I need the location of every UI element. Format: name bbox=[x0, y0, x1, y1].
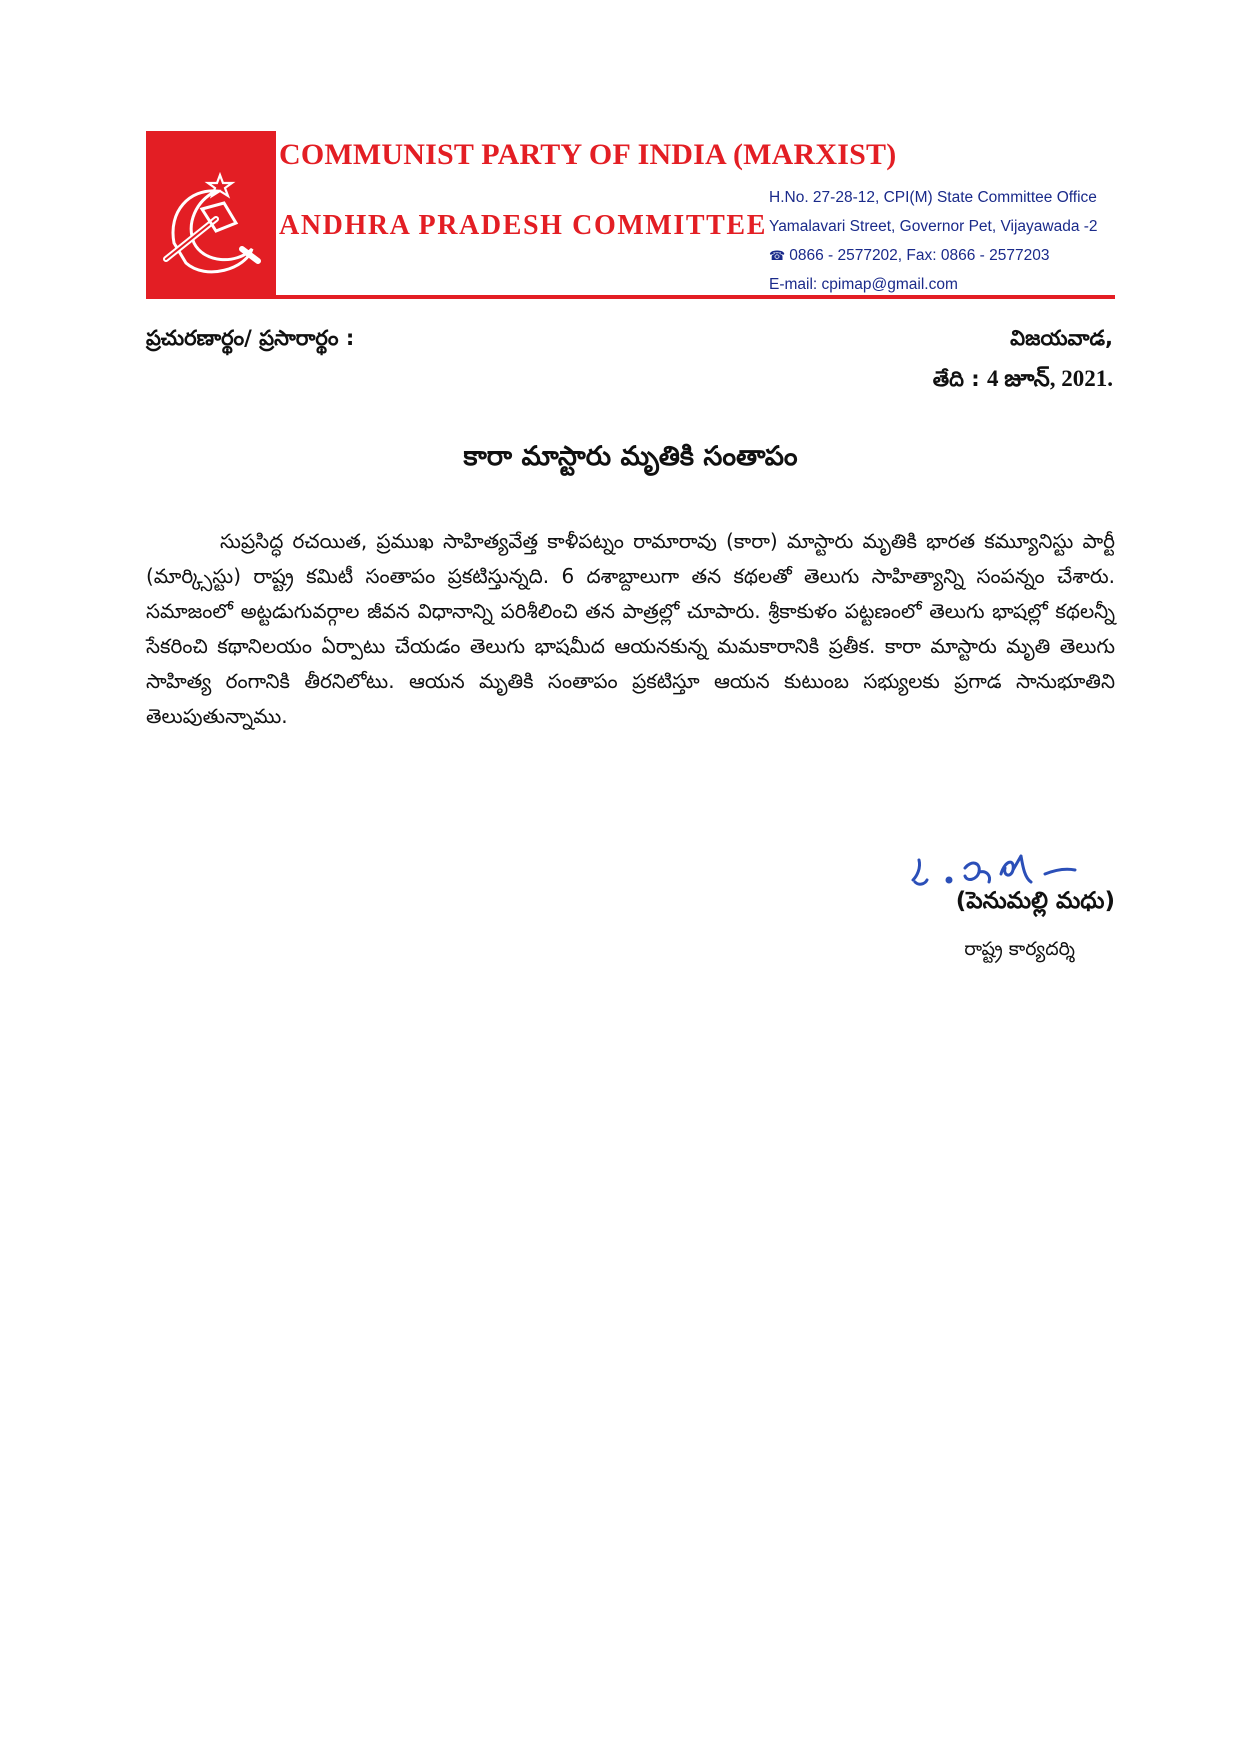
date-label: తేది : bbox=[932, 367, 980, 391]
signatory-designation: రాష్ట్ర కార్యదర్శి bbox=[964, 938, 1075, 960]
address-line-2: Yamalavari Street, Governor Pet, Vijayawada -2 bbox=[769, 218, 1098, 235]
hammer-sickle-star-icon bbox=[146, 131, 276, 297]
release-label: ప్రచురణార్థం/ ప్రసారార్థం : bbox=[146, 326, 355, 350]
party-name: COMMUNIST PARTY OF INDIA (MARXIST) bbox=[279, 138, 897, 171]
phone-fax-text: 0866 - 2577202, Fax: 0866 - 2577203 bbox=[789, 247, 1050, 264]
office-address-block bbox=[769, 183, 1129, 299]
letterhead-divider bbox=[146, 295, 1115, 299]
place: విజయవాడ, bbox=[1010, 326, 1113, 350]
signatory-name: (పెనుమల్లి మధు) bbox=[955, 888, 1115, 914]
address-line-1: H.No. 27-28-12, CPI(M) State Committee Office bbox=[769, 189, 1097, 206]
email-line: E-mail: cpimap@gmail.com bbox=[769, 276, 958, 293]
committee-name: ANDHRA PRADESH COMMITTEE bbox=[279, 210, 767, 241]
phone-icon: ☎ bbox=[769, 248, 786, 263]
date-value: 4 జూన్, 2021. bbox=[986, 366, 1113, 391]
phone-line bbox=[769, 241, 1129, 270]
date-line bbox=[933, 366, 1113, 398]
party-logo bbox=[146, 131, 276, 297]
body-paragraph: సుప్రసిద్ధ రచయిత, ప్రముఖ సాహిత్యవేత్త కాళీపట్నం రామారావు (కారా) మాస్టారు మృతికి భారత కమ్యూనిస్టు పార్టీ (మార్క్సిస్టు) రాష్ట్ర కమిటీ సంతాపం ప్రకటిస్తున్నది. 6 దశాబ్దాలుగా తన కథలతో తెలుగు సాహిత్యాన్ని సంపన్నం చేశారు. సమాజంలో అట్టడుగువర్గాల జీవన విధానాన్ని పరిశీలించి తన పాత్రల్లో చూపారు. శ్రీకాకుళం పట్టణంలో తెలుగు భాషల్లో కథలన్నీ సేకరించి కథానిలయం ఏర్పాటు చేయడం తెలుగు భాషమీద ఆయనకున్న మమకారానికి ప్రతీక. కారా మాస్టారు మృతి తెలుగు సాహిత్య రంగానికి తీరనిలోటు. ఆయన మృతికి సంతాపం ప్రకటిస్తూ ఆయన కుటుంబ సభ్యులకు ప్రగాడ సానుభూతిని తెలుపుతున్నాము. bbox=[146, 529, 1115, 728]
page-title: కారా మాస్టారు మృతికి సంతాపం bbox=[463, 441, 798, 472]
